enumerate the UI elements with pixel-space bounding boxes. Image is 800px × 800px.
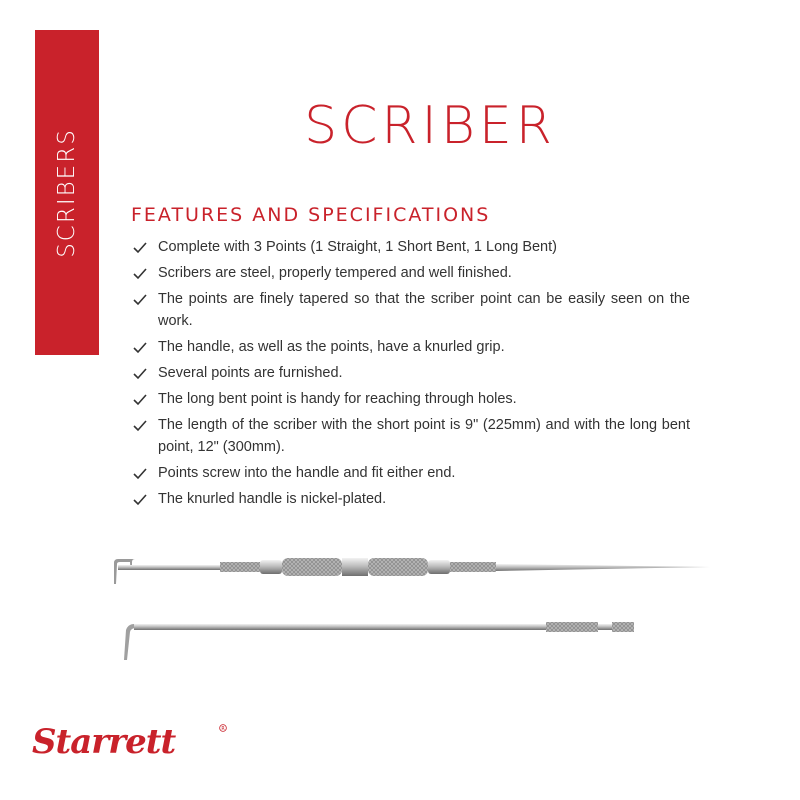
feature-text: Several points are furnished. [158,365,343,381]
page-title: SCRIBER [304,96,556,156]
checkmark-icon [132,265,148,281]
feature-text: The knurled handle is nickel-plated. [158,491,387,507]
feature-text: The handle, as well as the points, have a knurled grip. [158,339,505,355]
checkmark-icon [132,239,148,255]
list-item [130,288,690,332]
scriber-tool-illustration [110,540,720,680]
features-list [130,236,690,514]
list-item [130,262,690,284]
checkmark-icon [132,291,148,307]
side-tab [35,30,99,355]
feature-text: Scribers are steel, properly tempered and well finished. [158,265,512,281]
list-item [130,462,690,484]
checkmark-icon [132,365,148,381]
list-item [130,236,690,258]
side-tab-label: SCRIBERS [54,127,80,258]
features-heading: FEATURES AND SPECIFICATIONS [131,204,491,226]
list-item [130,362,690,384]
list-item [130,488,690,510]
registered-icon [219,724,227,732]
feature-text: The long bent point is handy for reaching through holes. [158,391,517,407]
checkmark-icon [132,465,148,481]
checkmark-icon [132,491,148,507]
list-item [130,414,690,458]
list-item [130,388,690,410]
feature-text: Points screw into the handle and fit either end. [158,465,456,481]
svg-text:R: R [221,726,225,732]
scriber-with-handle [114,558,710,584]
checkmark-icon [132,339,148,355]
feature-text: Complete with 3 Points (1 Straight, 1 Short Bent, 1 Long Bent) [158,239,557,255]
long-bent-point [124,622,634,660]
checkmark-icon [132,391,148,407]
feature-text: The length of the scriber with the short point is 9" (225mm) and with the long bent point, 12" (300mm). [158,417,690,455]
checkmark-icon [132,417,148,433]
list-item [130,336,690,358]
feature-text: The points are finely tapered so that the scriber point can be easily seen on the work. [158,291,690,329]
starrett-logo: Starrett [32,722,176,762]
